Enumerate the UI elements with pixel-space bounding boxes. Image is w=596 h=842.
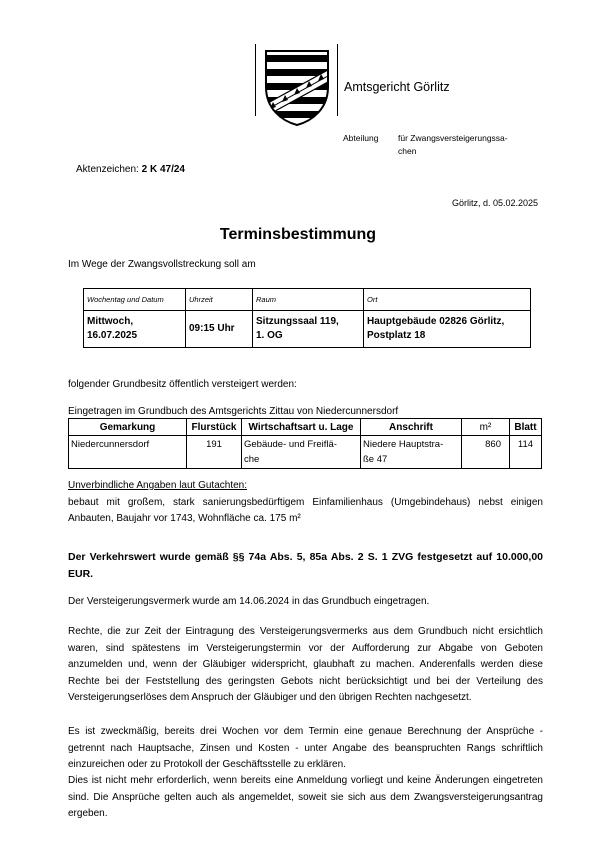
appointment-header-row	[84, 289, 531, 311]
header-blatt: Blatt	[510, 419, 542, 436]
case-number: 2 K 47/24	[141, 164, 185, 175]
appointment-value-row	[84, 311, 531, 348]
case-number-label: Aktenzeichen:	[76, 164, 139, 175]
header-area: m²	[462, 419, 510, 436]
appointment-room-line2: 1. OG	[256, 330, 283, 341]
market-value-statement: Der Verkehrswert wurde gemäß §§ 74a Abs. 5, 85a Abs. 2 S. 1 ZVG festgesetzt auf 10.000,00 EUR.	[68, 551, 543, 580]
header-anschrift: Anschrift	[361, 419, 462, 436]
department-value-line2: chen	[398, 146, 417, 156]
header-gemarkung: Gemarkung	[69, 419, 187, 436]
cell-anschrift-line1: Niedere Hauptstra-	[363, 439, 444, 450]
department-value	[398, 132, 538, 158]
appointment-date	[84, 311, 186, 348]
saxony-coat-of-arms-icon	[262, 47, 332, 127]
advice-paragraph-2: Dies ist nicht mehr erforderlich, wenn bereits eine Anmeldung vorliegt und keine Änderungen eingetreten sind. Die Ansprüche gelten auch als angemeldet, soweit sie sich aus dem Zwangsversteigerungsantrag ergeben.	[68, 775, 543, 819]
cell-flurstueck: 191	[187, 436, 242, 469]
expert-heading: Unverbindliche Angaben laut Gutachten:	[68, 480, 248, 491]
header-location: Ort	[364, 289, 531, 311]
appointment-place	[364, 311, 531, 348]
appointment-place-line1: Hauptgebäude 02826 Görlitz,	[367, 316, 505, 327]
intro-text: Im Wege der Zwangsvollstreckung soll am	[68, 259, 256, 270]
cell-anschrift-line2: ße 47	[363, 454, 388, 465]
land-register-text: Eingetragen im Grundbuch des Amtsgerichts Zittau von Niedercunnersdorf	[68, 406, 399, 417]
cell-wirtschaftsart	[242, 436, 361, 469]
expert-text: bebaut mit großem, stark sanierungsbedürftigem Einfamilienhaus (Umgebindehaus) nebst einigen Anbauten, Baujahr vor 1743, Wohnfläche ca. 175 m²	[68, 496, 543, 524]
header-weekday-date: Wochentag und Datum	[84, 289, 186, 311]
appointment-time: 09:15 Uhr	[186, 311, 253, 348]
appointment-date-value: 16.07.2025	[87, 330, 138, 341]
header-wirtschaftsart: Wirtschaftsart u. Lage	[242, 419, 361, 436]
advice-paragraph-1: Es ist zweckmäßig, bereits drei Wochen vor dem Termin eine genaue Berechnung der Ansprüche - getrennt nach Hauptsache, Zinsen und Kosten - unter Angabe des beanspruchten Rangs schriftlich einzureichen oder zu Protokoll der Geschäftsstelle zu erklären.	[68, 726, 543, 770]
appointment-place-line2: Postplatz 18	[367, 330, 426, 341]
cell-blatt: 114	[510, 436, 542, 469]
appointment-day: Mittwoch,	[87, 316, 134, 327]
property-row	[69, 436, 542, 469]
letterhead-rule-right	[337, 44, 338, 116]
property-intro: folgender Grundbesitz öffentlich versteigert werden:	[68, 379, 297, 390]
rights-paragraph: Rechte, die zur Zeit der Eintragung des Versteigerungsvermerks aus dem Grundbuch nicht ersichtlich waren, sind spätestens im Versteigerungstermin vor der Aufforderung zur Abgabe von Geboten anzumelden und, wenn der Gläubiger widerspricht, glaubhaft zu machen. Anderenfalls werden diese Rechte bei der Feststellung des geringsten Gebots nicht berücksichtigt und bei der Verteilung des Versteigerungserlöses dem Anspruch der Gläubiger und den übrigen Rechten nachgesetzt.	[68, 626, 543, 703]
cell-gemarkung: Niedercunnersdorf	[69, 436, 187, 469]
cell-wirtschaftsart-line1: Gebäude- und Freiflä-	[244, 439, 337, 450]
property-table	[68, 418, 542, 469]
place-and-date: Görlitz, d. 05.02.2025	[451, 198, 538, 208]
document-title: Terminsbestimmung	[219, 226, 377, 243]
court-name: Amtsgericht Görlitz	[344, 80, 450, 94]
case-number-line	[76, 164, 185, 175]
appointment-room	[253, 311, 364, 348]
appointment-room-line1: Sitzungssaal 119,	[256, 316, 339, 327]
department-label: Abteilung	[343, 133, 379, 143]
department-value-line1: für Zwangsversteigerungssa-	[398, 133, 508, 143]
cell-wirtschaftsart-line2: che	[244, 454, 260, 465]
appointment-table	[83, 288, 531, 348]
vermerk-paragraph: Der Versteigerungsvermerk wurde am 14.06.2024 in das Grundbuch eingetragen.	[68, 596, 430, 607]
property-header-row	[69, 419, 542, 436]
header-room: Raum	[253, 289, 364, 311]
cell-area: 860	[462, 436, 510, 469]
header-time: Uhrzeit	[186, 289, 253, 311]
cell-anschrift	[361, 436, 462, 469]
expert-section	[68, 478, 543, 528]
letterhead-rule-left	[255, 44, 256, 116]
header-flurstueck: Flurstück	[187, 419, 242, 436]
